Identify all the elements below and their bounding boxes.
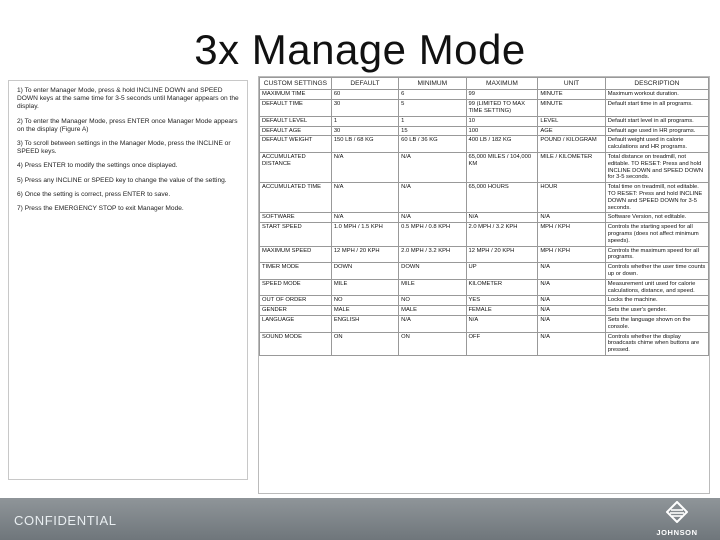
table-cell: N/A: [466, 315, 538, 332]
instruction-step: 2) To enter the Manager Mode, press ENTER once Manager Mode appears on the display (Figure A): [17, 117, 238, 133]
table-cell: LEVEL: [538, 116, 605, 126]
table-cell: N/A: [538, 332, 605, 355]
table-cell: GENDER: [260, 306, 332, 316]
instruction-step: 4) Press ENTER to modify the settings once displayed.: [17, 162, 178, 170]
table-cell: 99 (LIMITED TO MAX TIME SETTING): [466, 100, 538, 117]
table-cell: MALE: [399, 306, 466, 316]
table-row: [260, 152, 709, 182]
table-cell: Default start time in all programs.: [605, 100, 708, 117]
table-cell: ACCUMULATED DISTANCE: [260, 152, 332, 182]
table-row: [260, 116, 709, 126]
settings-table-container: [258, 76, 710, 494]
table-cell: Default age used in HR programs.: [605, 126, 708, 136]
instruction-step: 7) Press the EMERGENCY STOP to exit Manager Mode.: [17, 205, 184, 213]
footer-bar: [0, 498, 720, 540]
column-header: DESCRIPTION: [605, 78, 708, 90]
table-cell: 30: [331, 100, 398, 117]
table-cell: START SPEED: [260, 223, 332, 246]
column-header: CUSTOM SETTINGS: [260, 78, 332, 90]
table-row: [260, 213, 709, 223]
table-cell: YES: [466, 296, 538, 306]
table-cell: MPH / KPH: [538, 223, 605, 246]
table-row: [260, 183, 709, 213]
table-cell: N/A: [538, 279, 605, 296]
table-cell: 10: [466, 116, 538, 126]
custom-settings-table: [259, 77, 709, 356]
table-cell: 12 MPH / 20 KPH: [466, 246, 538, 263]
column-header: MINIMUM: [399, 78, 466, 90]
table-cell: MPH / KPH: [538, 246, 605, 263]
table-cell: OUT OF ORDER: [260, 296, 332, 306]
table-row: [260, 90, 709, 100]
table-cell: 1: [399, 116, 466, 126]
table-cell: 0.5 MPH / 0.8 KPH: [399, 223, 466, 246]
table-cell: TIMER MODE: [260, 263, 332, 280]
table-cell: Sets the language shown on the console.: [605, 315, 708, 332]
logo-text: JOHNSON: [656, 528, 698, 537]
table-cell: N/A: [538, 213, 605, 223]
instruction-step: 1) To enter Manager Mode, press & hold INCLINE DOWN and SPEED DOWN keys at the same time for 3-5 seconds until Manager appears on the display.: [17, 87, 239, 111]
column-header: DEFAULT: [331, 78, 398, 90]
table-cell: 30: [331, 126, 398, 136]
table-row: [260, 223, 709, 246]
table-cell: 100: [466, 126, 538, 136]
table-cell: LANGUAGE: [260, 315, 332, 332]
table-cell: Controls whether the display broadcasts chime when buttons are pressed.: [605, 332, 708, 355]
table-row: [260, 136, 709, 153]
table-cell: ON: [399, 332, 466, 355]
instructions-list: [17, 87, 243, 219]
table-cell: Controls the maximum speed for all programs.: [605, 246, 708, 263]
table-cell: NO: [331, 296, 398, 306]
table-cell: Controls the starting speed for all programs (does not affect minimum speeds).: [605, 223, 708, 246]
column-header: MAXIMUM: [466, 78, 538, 90]
table-cell: 65,000 HOURS: [466, 183, 538, 213]
table-cell: AGE: [538, 126, 605, 136]
confidential-label: CONFIDENTIAL: [14, 513, 117, 528]
table-cell: 99: [466, 90, 538, 100]
table-cell: DOWN: [399, 263, 466, 280]
table-cell: Measurement unit used for calorie calculations, distance, and speed.: [605, 279, 708, 296]
table-cell: 1: [331, 116, 398, 126]
table-cell: 15: [399, 126, 466, 136]
instruction-step: 6) Once the setting is correct, press ENTER to save.: [17, 190, 171, 198]
table-cell: MALE: [331, 306, 398, 316]
table-cell: Locks the machine.: [605, 296, 708, 306]
table-row: [260, 279, 709, 296]
table-header-row: [260, 78, 709, 90]
table-cell: DEFAULT TIME: [260, 100, 332, 117]
table-cell: MINUTE: [538, 90, 605, 100]
table-cell: Default weight used in calorie calculations and HR programs.: [605, 136, 708, 153]
table-cell: POUND / KILOGRAM: [538, 136, 605, 153]
table-cell: N/A: [399, 183, 466, 213]
table-cell: N/A: [538, 306, 605, 316]
table-cell: Software Version, not editable.: [605, 213, 708, 223]
table-cell: N/A: [399, 213, 466, 223]
table-cell: NO: [399, 296, 466, 306]
table-row: [260, 296, 709, 306]
table-cell: Sets the user's gender.: [605, 306, 708, 316]
table-cell: 400 LB / 182 KG: [466, 136, 538, 153]
table-row: [260, 315, 709, 332]
column-header: UNIT: [538, 78, 605, 90]
table-cell: 2.0 MPH / 3.2 KPH: [399, 246, 466, 263]
table-cell: 60: [331, 90, 398, 100]
table-row: [260, 100, 709, 117]
table-cell: N/A: [331, 152, 398, 182]
table-cell: N/A: [538, 263, 605, 280]
table-cell: KILOMETER: [466, 279, 538, 296]
table-cell: ACCUMULATED TIME: [260, 183, 332, 213]
table-cell: 150 LB / 68 KG: [331, 136, 398, 153]
table-cell: N/A: [538, 315, 605, 332]
table-cell: MAXIMUM SPEED: [260, 246, 332, 263]
table-cell: SOFTWARE: [260, 213, 332, 223]
table-row: [260, 263, 709, 280]
table-body: [260, 90, 709, 356]
table-cell: ENGLISH: [331, 315, 398, 332]
table-cell: MAXIMUM TIME: [260, 90, 332, 100]
table-cell: Controls whether the user time counts up or down.: [605, 263, 708, 280]
table-cell: N/A: [331, 213, 398, 223]
table-cell: ON: [331, 332, 398, 355]
table-cell: MINUTE: [538, 100, 605, 117]
table-cell: DEFAULT AGE: [260, 126, 332, 136]
table-cell: MILE: [399, 279, 466, 296]
table-cell: Total time on treadmill, not editable. TO RESET: Press and hold INCLINE DOWN and SPEED DOWN for 3-5 seconds.: [605, 183, 708, 213]
table-cell: OFF: [466, 332, 538, 355]
johnson-logo-icon: [666, 501, 688, 523]
table-cell: 6: [399, 90, 466, 100]
table-cell: DOWN: [331, 263, 398, 280]
table-cell: SOUND MODE: [260, 332, 332, 355]
table-cell: N/A: [466, 213, 538, 223]
table-cell: MILE: [331, 279, 398, 296]
instruction-step: 5) Press any INCLINE or SPEED key to change the value of the setting.: [17, 176, 227, 184]
table-cell: N/A: [331, 183, 398, 213]
table-cell: N/A: [399, 315, 466, 332]
table-row: [260, 126, 709, 136]
table-cell: DEFAULT WEIGHT: [260, 136, 332, 153]
table-cell: 65,000 MILES / 104,000 KM: [466, 152, 538, 182]
table-row: [260, 246, 709, 263]
table-cell: 60 LB / 36 KG: [399, 136, 466, 153]
table-cell: Default start level in all programs.: [605, 116, 708, 126]
instructions-panel: [8, 80, 248, 480]
johnson-logo: [644, 501, 710, 537]
table-cell: MILE / KILOMETER: [538, 152, 605, 182]
table-cell: FEMALE: [466, 306, 538, 316]
table-cell: 5: [399, 100, 466, 117]
table-cell: HOUR: [538, 183, 605, 213]
table-row: [260, 332, 709, 355]
instruction-step: 3) To scroll between settings in the Manager Mode, press the INCLINE or SPEED keys.: [17, 140, 231, 156]
slide-title: 3x Manage Mode: [194, 26, 526, 73]
table-row: [260, 306, 709, 316]
table-cell: UP: [466, 263, 538, 280]
table-cell: DEFAULT LEVEL: [260, 116, 332, 126]
table-cell: 12 MPH / 20 KPH: [331, 246, 398, 263]
table-cell: N/A: [538, 296, 605, 306]
table-cell: N/A: [399, 152, 466, 182]
table-cell: 1.0 MPH / 1.5 KPH: [331, 223, 398, 246]
table-cell: 2.0 MPH / 3.2 KPH: [466, 223, 538, 246]
table-cell: Total distance on treadmill, not editable. TO RESET: Press and hold INCLINE DOWN and SPEED DOWN for 3-5 seconds.: [605, 152, 708, 182]
table-cell: Maximum workout duration.: [605, 90, 708, 100]
table-cell: SPEED MODE: [260, 279, 332, 296]
